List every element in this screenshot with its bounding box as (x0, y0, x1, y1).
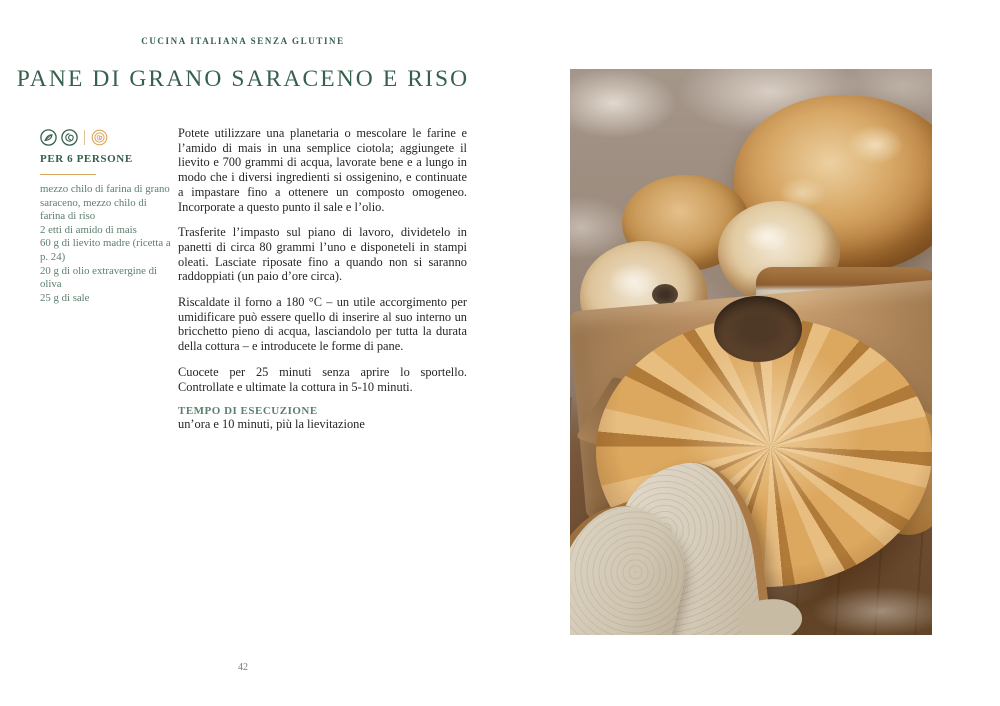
leaf-circle-icon (40, 129, 57, 146)
ingredient-item: 20 g di olio extravergine di oliva (40, 264, 158, 291)
swirl-circle-icon (61, 129, 78, 146)
instruction-paragraph: Trasferite l’impasto sul piano di lavoro, dividetelo in panetti di circa 80 grammi l’uno e disponeteli in stampi oleati. Lasciate riposate fino a quando non si saranno raddoppiati (un paio d’ore circa). (178, 225, 467, 284)
recipe-instructions (178, 126, 467, 432)
page-number: 42 (238, 662, 248, 673)
spiral-circle-icon (91, 129, 108, 146)
execution-time-value: un’ora e 10 minuti, più la lievitazione (178, 417, 365, 432)
ingredient-item: mezzo chilo di farina di grano saraceno, mezzo chilo di farina di riso (40, 183, 170, 223)
ingredient-item: 2 etti di amido di mais (40, 223, 137, 236)
instruction-paragraphs (178, 126, 467, 394)
ingredient-list (40, 183, 174, 305)
diet-badges (40, 128, 174, 146)
servings-label: PER 6 PERSONE (40, 153, 133, 165)
recipe-info-sidebar (40, 128, 174, 305)
instruction-paragraph: Potete utilizzare una planetaria o mescolare le farine e l’amido di mais in una semplice ciotola; aggiungete il lievito e 700 grammi di acqua, lavorate bene e a lungo in modo che i diversi ingredienti si ossigenino, e continuate a impastare fino a ottenere un composto omogeneo. Incorporate a questo punto il sale e l’olio. (178, 126, 467, 214)
ingredient-item: 25 g di sale (40, 291, 90, 304)
badge-separator (84, 130, 85, 145)
photo-bun-dark-spot (652, 284, 678, 305)
execution-time-label: TEMPO DI ESECUZIONE (178, 405, 318, 418)
book-series-header: CUCINA ITALIANA SENZA GLUTINE (141, 36, 345, 46)
sidebar-divider (40, 174, 96, 175)
ingredient-item: 60 g di lievito madre (ricetta a p. 24) (40, 237, 171, 263)
recipe-title: PANE DI GRANO SARACENO E RISO (16, 66, 470, 92)
instruction-paragraph: Riscaldate il forno a 180 °C – un utile accorgimento per umidificare può essere quello di inserire al suo interno un bricchetto pieno di acqua, lasciandolo per tutta la durata della cottura – e introducete le forme di pane. (178, 295, 467, 354)
instruction-paragraph: Cuocete per 25 minuti senza aprire lo sportello. Controllate e ultimate la cottura in 5-10 minuti. (178, 364, 467, 394)
photo-ring-loaf-center (714, 296, 802, 362)
recipe-photo (570, 69, 932, 635)
